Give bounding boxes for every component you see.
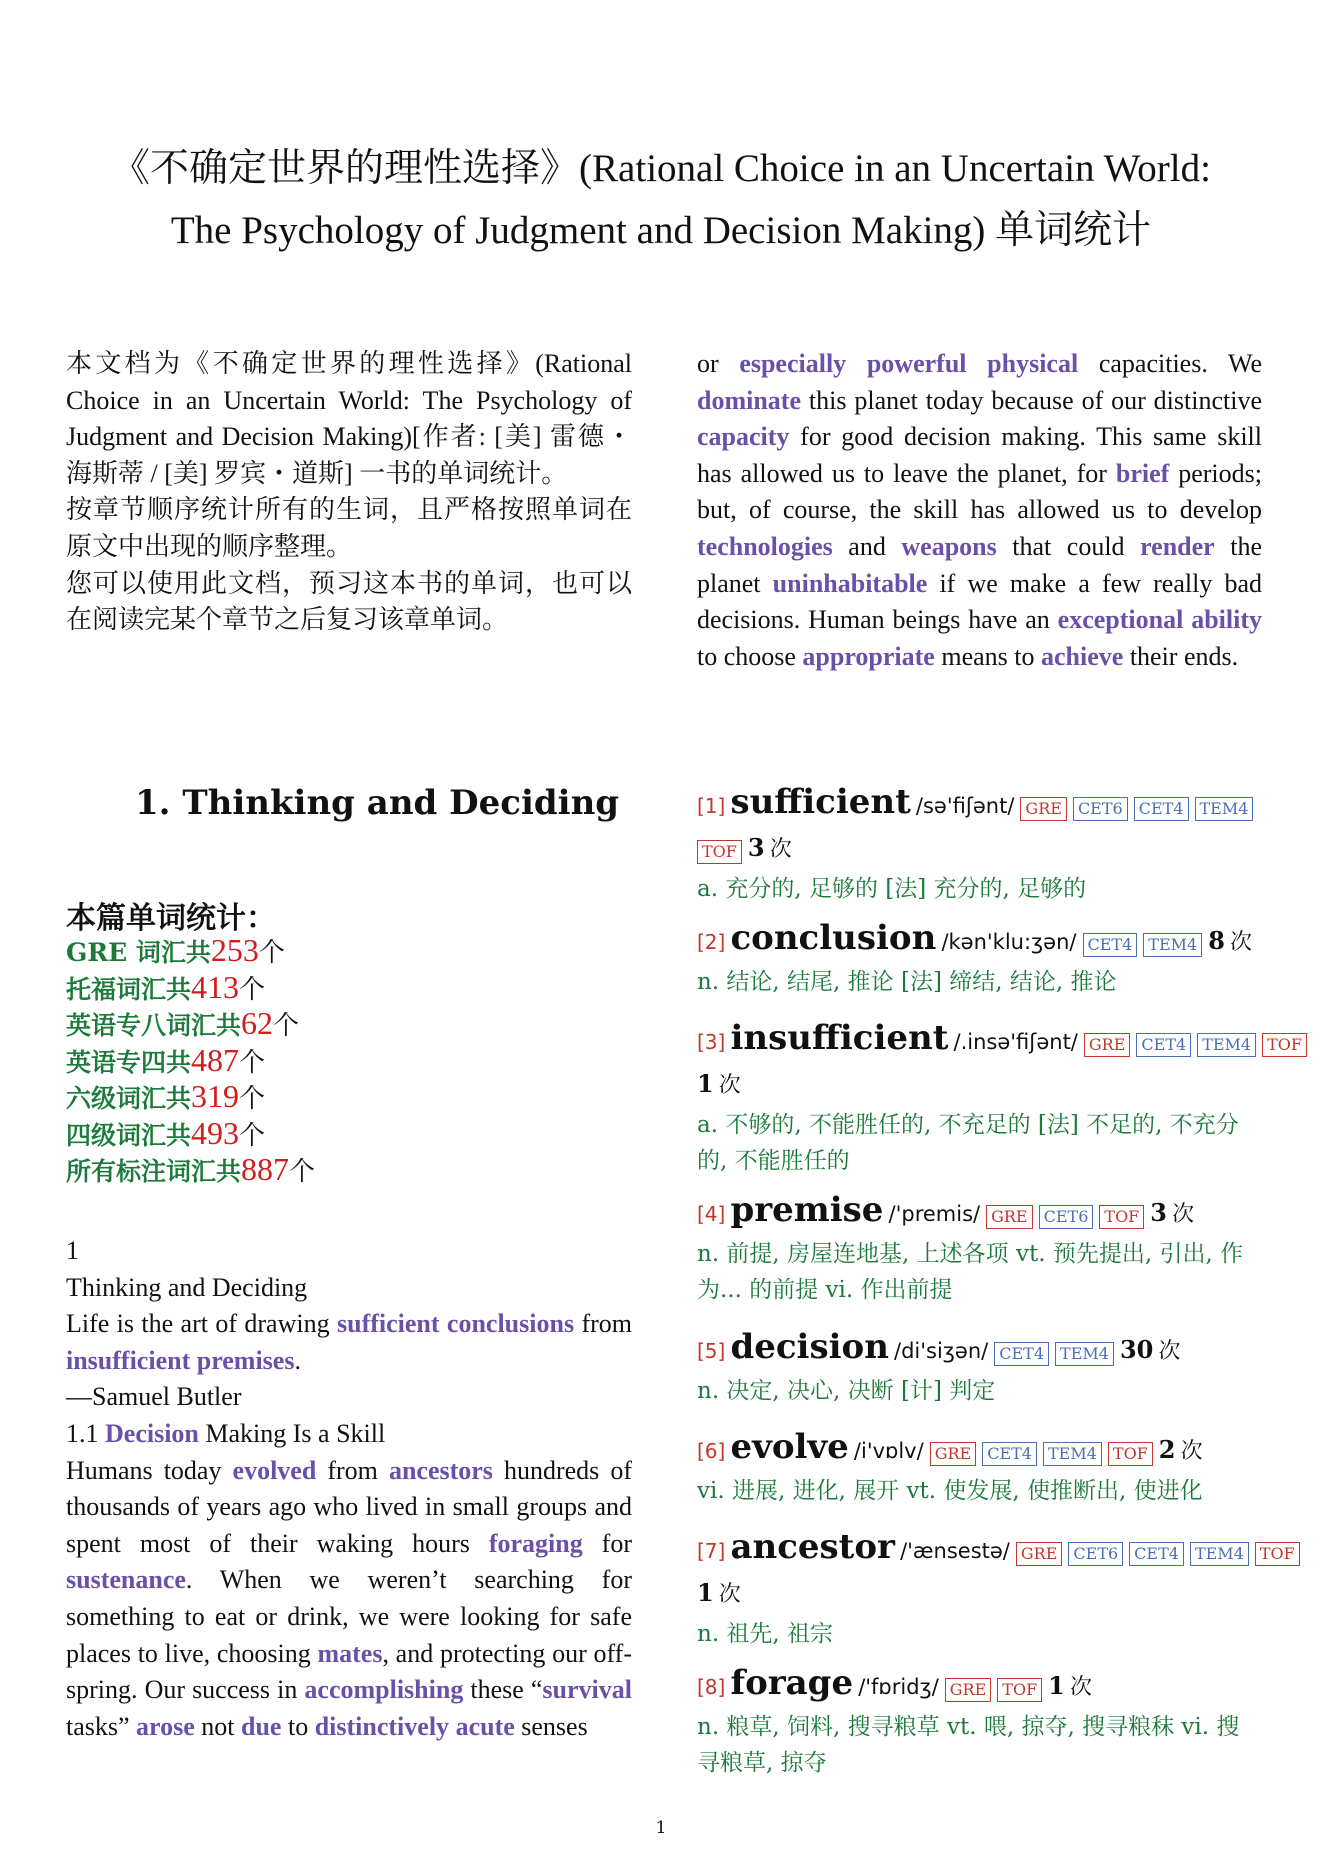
tag-cet4: CET4 — [1129, 1542, 1184, 1566]
entry-count-unit: 次 — [718, 1073, 741, 1098]
stats-list — [66, 932, 315, 1188]
subsection-title — [66, 1416, 632, 1453]
entry-phonetic: /'fɒridʒ/ — [858, 1675, 939, 1699]
vocab-entry — [697, 1327, 1262, 1409]
intro-paragraph-2: 按章节顺序统计所有的生词，且严格按照单词在原文中出现的顺序整理。 — [66, 495, 632, 561]
entry-count: 2 — [1158, 1435, 1176, 1464]
entry-head — [697, 1190, 1262, 1236]
entry-index: [8] — [697, 1675, 726, 1699]
highlighted-word: uninhabitable — [772, 568, 928, 598]
entry-word: insufficient — [730, 1018, 949, 1058]
highlighted-word: render — [1140, 531, 1215, 561]
tag-tof: TOF — [997, 1678, 1042, 1702]
highlighted-word: brief — [1115, 458, 1170, 488]
text-run: senses — [514, 1711, 588, 1741]
entry-word: decision — [730, 1327, 889, 1367]
stat-label: 托福词汇共 — [66, 974, 192, 1004]
section-heading: 1. Thinking and Deciding — [135, 783, 620, 823]
text-run: tasks” — [66, 1711, 137, 1741]
entry-phonetic: /di'siʒən/ — [894, 1339, 989, 1363]
tag-tof: TOF — [1108, 1442, 1153, 1466]
highlighted-word: sustenance — [66, 1565, 186, 1595]
intro-block — [66, 346, 632, 639]
text-run: Life is the art of drawing — [66, 1309, 337, 1339]
chapter-body — [66, 1233, 632, 1745]
continued-paragraph — [697, 346, 1262, 675]
vocab-entry — [697, 1427, 1262, 1509]
intro-paragraph-1: 本文档为《不确定世界的理性选择》(Rational Choice in an Uncertain World: The Psychology of Judgment and Decision Making)[作者: [美] 雷德・海斯蒂 / [美] 罗宾・道斯] 一书的单词统计。 — [66, 349, 632, 488]
highlighted-word: weapons — [901, 531, 997, 561]
text-run: . — [294, 1345, 301, 1375]
highlighted-word: exceptional — [1057, 605, 1184, 635]
chapter-title: Thinking and Deciding — [66, 1272, 308, 1302]
highlighted-word: ancestors — [388, 1455, 493, 1485]
highlighted-word: achieve — [1041, 641, 1124, 671]
epigraph-author: —Samuel Butler — [66, 1382, 242, 1412]
entry-count-unit: 次 — [1172, 1202, 1195, 1227]
vocab-entry — [697, 1190, 1262, 1308]
text-run: their ends. — [1123, 641, 1239, 671]
tag-gre: GRE — [986, 1205, 1033, 1229]
entry-head — [697, 1327, 1262, 1373]
vocab-entry — [697, 1663, 1262, 1781]
text-run: from — [316, 1455, 389, 1485]
stat-unit: 个 — [273, 1011, 300, 1041]
entry-head — [697, 782, 1262, 828]
stat-gre — [66, 932, 315, 969]
epigraph — [66, 1306, 632, 1379]
text-run — [967, 349, 988, 378]
chapter-number: 1 — [66, 1236, 79, 1265]
tag-cet4: CET4 — [994, 1342, 1049, 1366]
entry-index: [6] — [697, 1439, 726, 1463]
entry-head — [697, 1018, 1302, 1064]
stat-label: 英语专八词汇共 — [66, 1011, 242, 1040]
entry-definition: a. 充分的, 足够的 [法] 充分的, 足够的 — [697, 876, 1087, 902]
highlighted-word: mates — [317, 1638, 383, 1668]
stat-unit: 个 — [239, 1120, 266, 1151]
text-run: hundreds of thousands of years ago who lived in small groups and spent most of their waking hours — [66, 1455, 632, 1558]
entry-word: ancestor — [730, 1527, 895, 1567]
text-run: from — [574, 1309, 633, 1339]
entry-head — [697, 1663, 1262, 1709]
entry-head — [697, 1527, 1295, 1573]
text-run: not — [194, 1711, 242, 1741]
tag-gre: GRE — [930, 1442, 977, 1466]
stat-unit: 个 — [239, 1047, 266, 1078]
highlighted-word: distinctively — [314, 1711, 450, 1741]
tag-gre: GRE — [945, 1678, 992, 1702]
entry-index: [4] — [697, 1202, 726, 1226]
text-run: 1.1 — [66, 1418, 105, 1448]
entry-count-unit: 次 — [1230, 930, 1253, 955]
text-run — [846, 349, 867, 378]
entry-phonetic: /'premis/ — [888, 1202, 981, 1226]
tag-cet6: CET6 — [1073, 797, 1128, 821]
entry-count: 1 — [1048, 1671, 1065, 1700]
tag-gre: GRE — [1016, 1542, 1063, 1566]
document-title — [40, 138, 1282, 262]
text-run: means to — [934, 641, 1041, 671]
entry-definition: vi. 进展, 进化, 展开 vt. 使发展, 使推断出, 使进化 — [697, 1478, 1203, 1504]
highlighted-word: accomplishing — [304, 1675, 464, 1705]
highlighted-word: premises — [196, 1345, 295, 1375]
tag-gre: GRE — [1084, 1033, 1131, 1057]
body-paragraph — [66, 1453, 632, 1746]
entry-head-cont — [697, 828, 1262, 871]
highlighted-word: powerful — [866, 349, 967, 378]
entry-head — [697, 918, 1262, 964]
tag-gre: GRE — [1020, 797, 1067, 821]
title-line-2: The Psychology of Judgment and Decision Making) 单词统计 — [170, 209, 1152, 252]
page-number: 1 — [655, 1818, 667, 1838]
entry-count: 1 — [697, 1578, 714, 1607]
stat-unit: 个 — [239, 974, 266, 1005]
highlighted-word: appropriate — [802, 641, 935, 671]
text-run: capacities. We — [1078, 349, 1263, 378]
tag-tem4: TEM4 — [1143, 933, 1202, 957]
text-run: or — [697, 349, 740, 378]
stat-unit: 个 — [289, 1157, 316, 1187]
entry-definition: n. 结论, 结尾, 推论 [法] 缔结, 结论, 推论 — [697, 969, 1117, 995]
entry-count: 30 — [1119, 1335, 1154, 1364]
highlighted-word: Decision — [105, 1418, 199, 1448]
entry-count: 3 — [747, 833, 765, 862]
entry-definition: n. 前提, 房屋连地基, 上述各项 vt. 预先提出, 引出, 作为... 的前提 vi. 作出前提 — [697, 1241, 1244, 1303]
highlighted-word: survival — [542, 1675, 632, 1705]
entry-phonetic: /i'vɒlv/ — [853, 1439, 924, 1463]
entry-head-cont — [697, 1573, 1262, 1616]
text-run: to — [281, 1711, 315, 1741]
text-run: that could — [996, 531, 1141, 561]
stat-number: 413 — [191, 968, 240, 1005]
entry-head — [697, 1427, 1262, 1473]
entry-index: [2] — [697, 930, 726, 954]
text-run: Making Is a Skill — [198, 1418, 386, 1448]
highlighted-word: sufficient — [336, 1309, 440, 1339]
highlighted-word: conclusions — [446, 1309, 575, 1339]
tag-cet6: CET6 — [1039, 1205, 1094, 1229]
entry-count-unit: 次 — [1069, 1675, 1092, 1700]
entry-definition: n. 粮草, 饲料, 搜寻粮草 vt. 喂, 掠夺, 搜寻粮秣 vi. 搜寻粮草, 掠夺 — [697, 1714, 1240, 1776]
tag-tem4: TEM4 — [1197, 1033, 1256, 1057]
stat-number: 62 — [241, 1005, 274, 1041]
tag-cet6: CET6 — [1068, 1542, 1123, 1566]
highlighted-word: especially — [739, 349, 847, 378]
tag-cet4: CET4 — [982, 1442, 1037, 1466]
stat-tem4 — [66, 1042, 315, 1079]
text-run: for — [582, 1528, 632, 1558]
entry-head-cont — [697, 1064, 1262, 1107]
highlighted-word: physical — [987, 349, 1079, 378]
entry-count-unit: 次 — [1180, 1439, 1203, 1464]
stat-number: 487 — [191, 1041, 240, 1078]
entry-word: sufficient — [730, 782, 911, 822]
stat-cet4 — [66, 1115, 315, 1152]
entry-count: 3 — [1150, 1198, 1167, 1227]
entry-count: 1 — [697, 1069, 714, 1098]
entry-index: [3] — [697, 1030, 726, 1054]
highlighted-word: due — [241, 1711, 282, 1741]
vocab-entry — [697, 918, 1262, 1000]
highlighted-word: acute — [455, 1711, 515, 1741]
highlighted-word: ability — [1191, 605, 1262, 635]
stat-label: 英语专四共 — [66, 1047, 192, 1077]
entry-index: [1] — [697, 794, 726, 818]
stat-tem8 — [66, 1005, 315, 1042]
highlighted-word: capacity — [697, 422, 790, 452]
entry-count-unit: 次 — [718, 1582, 741, 1607]
tag-tem4: TEM4 — [1195, 797, 1254, 821]
vocab-entry — [697, 782, 1262, 907]
entry-phonetic: /'ænsestə/ — [900, 1539, 1010, 1563]
text-run: if we make a few really bad decisions. Human beings have an — [697, 568, 1262, 635]
stat-label: 所有标注词汇共 — [66, 1157, 242, 1186]
highlighted-word: evolved — [232, 1455, 317, 1485]
tag-cet4: CET4 — [1136, 1033, 1191, 1057]
text-run: to choose — [697, 641, 803, 671]
stats-title: 本篇单词统计： — [66, 901, 276, 936]
stat-label: 六级词汇共 — [66, 1084, 192, 1113]
title-line-1: 《不确定世界的理性选择》(Rational Choice in an Uncertain World: — [111, 147, 1211, 190]
entry-count: 8 — [1208, 926, 1225, 955]
text-run: this planet today because of our distinctive — [801, 385, 1262, 415]
tag-tem4: TEM4 — [1190, 1542, 1249, 1566]
tag-tem4: TEM4 — [1043, 1442, 1102, 1466]
stat-all — [66, 1151, 315, 1188]
stat-label: GRE 词汇共 — [66, 938, 211, 967]
text-run: , and protecting our off-spring. Our success in — [66, 1638, 632, 1705]
vocab-entry — [697, 1018, 1302, 1179]
entry-word: evolve — [730, 1427, 849, 1467]
entry-definition: a. 不够的, 不能胜任的, 不充足的 [法] 不足的, 不充分的, 不能胜任的 — [697, 1112, 1239, 1174]
tag-cet4: CET4 — [1134, 797, 1189, 821]
text-run: these “ — [463, 1675, 543, 1705]
highlighted-word: foraging — [488, 1528, 583, 1558]
entry-count-unit: 次 — [1158, 1339, 1181, 1364]
vocab-entry — [697, 1527, 1295, 1652]
text-run: Humans today — [66, 1455, 233, 1485]
entry-phonetic: /.insə'fiʃənt/ — [953, 1030, 1078, 1054]
entry-phonetic: /sə'fiʃənt/ — [915, 794, 1015, 818]
entry-phonetic: /kən'klu:ʒən/ — [941, 930, 1077, 954]
stat-unit: 个 — [239, 1084, 266, 1114]
stat-cet6 — [66, 1078, 315, 1115]
stat-number: 319 — [191, 1078, 240, 1114]
text-run: . When we weren’t searching for something to eat or drink, we were looking for safe places to live, choosing — [66, 1565, 632, 1668]
stat-number: 493 — [191, 1114, 240, 1151]
text-run: periods; but, of course, the skill has allowed us to develop — [697, 458, 1262, 525]
entry-definition: n. 祖先, 祖宗 — [697, 1621, 834, 1647]
tag-cet4: CET4 — [1083, 933, 1138, 957]
tag-tof: TOF — [1099, 1205, 1144, 1229]
intro-paragraph-3: 您可以使用此文档，预习这本书的单词，也可以在阅读完某个章节之后复习该章单词。 — [66, 568, 632, 635]
entry-word: premise — [730, 1190, 884, 1230]
highlighted-word: arose — [136, 1711, 195, 1741]
entry-definition: n. 决定, 决心, 决断 [计] 判定 — [697, 1378, 996, 1404]
entry-index: [5] — [697, 1339, 726, 1363]
highlighted-word: technologies — [697, 531, 833, 561]
tag-tem4: TEM4 — [1055, 1342, 1114, 1366]
entry-index: [7] — [697, 1539, 726, 1563]
highlighted-word: dominate — [697, 385, 801, 415]
stat-tof — [66, 969, 315, 1006]
tag-tof: TOF — [1262, 1033, 1307, 1057]
stat-label: 四级词汇共 — [66, 1120, 192, 1150]
stat-number: 887 — [241, 1151, 290, 1187]
entry-count-unit: 次 — [769, 837, 792, 862]
stat-number: 253 — [210, 932, 259, 968]
tag-tof: TOF — [1255, 1542, 1300, 1566]
text-run: the planet — [697, 531, 1262, 598]
highlighted-word: insufficient — [66, 1345, 191, 1375]
text-run: and — [832, 531, 902, 561]
entry-word: conclusion — [730, 918, 937, 958]
stat-unit: 个 — [258, 938, 285, 968]
entry-word: forage — [730, 1663, 854, 1703]
tag-tof: TOF — [697, 840, 742, 864]
text-run: for good decision making. This same skill has allowed us to leave the planet, for — [697, 422, 1262, 488]
